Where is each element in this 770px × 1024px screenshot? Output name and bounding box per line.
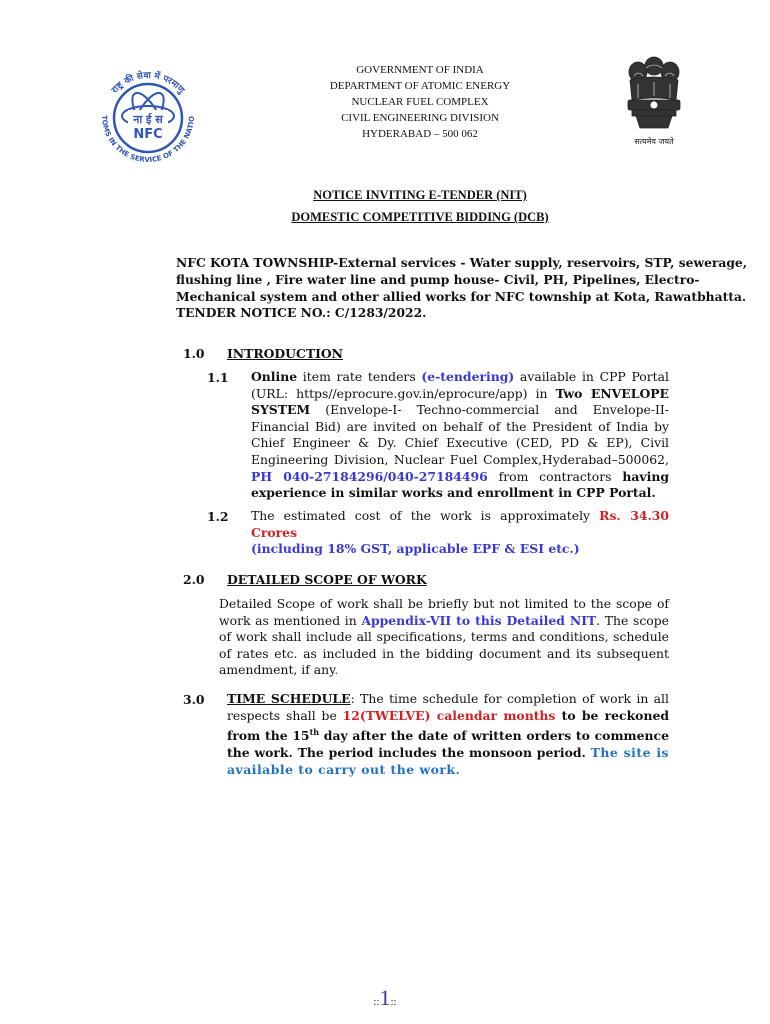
p3-heading: TIME SCHEDULE <box>227 691 351 706</box>
page-left-colon: :: <box>373 996 380 1008</box>
p11-etendering: (e-tendering) <box>421 369 515 384</box>
header-line-2: DEPARTMENT OF ATOMIC ENERGY <box>329 80 511 92</box>
header-block <box>260 62 580 142</box>
section-1-1-paragraph <box>251 369 669 502</box>
header-line-5: HYDERABAD – 500 062 <box>362 128 478 140</box>
logo-english-arc: TOMS IN THE SERVICE OF THE NATIO <box>99 115 197 165</box>
section-1-number: 1.0 <box>183 346 205 361</box>
title-dcb: DOMESTIC COMPETITIVE BIDDING (DCB) <box>291 210 549 224</box>
page-right-colon: :: <box>390 996 397 1008</box>
p2-text-1: Detailed Scope of work shall be briefly but not limited to the scope of work as mentioned in <box>219 596 669 628</box>
emblem-motto: सत्यमेव जयते <box>634 137 674 146</box>
subject-line-2: flushing line , Fire water line and pump house- Civil, PH, Pipelines, Electro- <box>176 271 700 287</box>
logo-hindi-arc: राष्ट्र की सेवा में परमाणु <box>110 70 186 96</box>
section-2-number: 2.0 <box>183 572 205 587</box>
p3-sup: th <box>309 727 320 738</box>
page-number <box>0 985 770 1011</box>
header-line-4: CIVIL ENGINEERING DIVISION <box>341 112 499 124</box>
p12-including: (including 18% GST, applicable EPF & ESI etc.) <box>251 541 580 557</box>
p12-text: The estimated cost of the work is approximately <box>251 508 600 523</box>
subject-line-4: TENDER NOTICE NO.: C/1283/2022. <box>176 305 427 321</box>
p11-text-2: available in CPP Portal (URL: https//eprocure.gov.in/eprocure/app) in <box>251 369 669 401</box>
p11-text-3: (Envelope-I- Techno-commercial and Envelope-II-Financial Bid) are invited on behalf of the President of India by Chief Engineer & Dy. Chief Executive (CED, PD & EP), Civil Engineering Division, Nuclear Fuel Complex,Hyderabad–500062, <box>251 402 669 467</box>
header-line-3: NUCLEAR FUEL COMPLEX <box>351 96 489 108</box>
p12-cost: Rs. 34.30 Crores <box>251 508 670 540</box>
subject-block <box>176 255 748 322</box>
p11-online: Online <box>251 369 298 384</box>
subject-line-3: Mechanical system and other allied works for NFC township at Kota, Rawatbhatta. <box>176 288 747 304</box>
section-1-2-number: 1.2 <box>207 509 229 524</box>
p2-period: . <box>334 662 339 678</box>
section-1-heading: INTRODUCTION <box>227 346 343 361</box>
p3-text-2: to be reckoned from the 15 <box>227 707 669 744</box>
p2-text-2: . The scope of work shall include all specifications, terms and conditions, schedule of rates etc. as included in the bidding document and its subsequent amendment, if any <box>219 612 670 678</box>
title-nit: NOTICE INVITING E-TENDER (NIT) <box>313 188 527 202</box>
p11-text-4: from contractors <box>487 468 623 484</box>
p11-text-1: item rate tenders <box>297 369 422 384</box>
nfc-logo <box>88 58 208 178</box>
section-3-number: 3.0 <box>183 692 205 707</box>
p11-two-envelope: Two ENVELOPE SYSTEM <box>251 385 669 418</box>
p3-twelve: 12(TWELVE) calendar months <box>342 707 556 723</box>
p3-text-3: day after the date of written orders to commence the work. The period includes the monsoon period. <box>227 728 669 760</box>
p3-text-1: : The time schedule for completion of work in all respects shall be <box>227 691 669 723</box>
section-1-2-paragraph <box>251 508 669 558</box>
logo-nfc-text: NFC <box>133 127 163 142</box>
section-3-paragraph <box>227 691 669 778</box>
p3-site: The site is available to carry out the work. <box>227 744 670 777</box>
header-line-1: GOVERNMENT OF INDIA <box>356 64 484 76</box>
page-num: 1 <box>379 985 391 1010</box>
logo-hindi-inner: ना ई स <box>133 113 163 126</box>
p11-experience: having experience in similar works and enrollment in CPP Portal. <box>251 468 669 501</box>
section-2-heading: DETAILED SCOPE OF WORK <box>227 572 427 587</box>
p2-appendix: Appendix-VII to this Detailed NIT <box>361 612 597 628</box>
section-1-1-number: 1.1 <box>207 370 229 385</box>
section-2-paragraph <box>219 596 669 679</box>
subject-line-1: NFC KOTA TOWNSHIP-External services - Water supply, reservoirs, STP, sewerage, <box>176 255 748 270</box>
national-emblem <box>616 52 692 144</box>
p11-phone: PH 040-27184296/040-27184496 <box>251 468 488 484</box>
